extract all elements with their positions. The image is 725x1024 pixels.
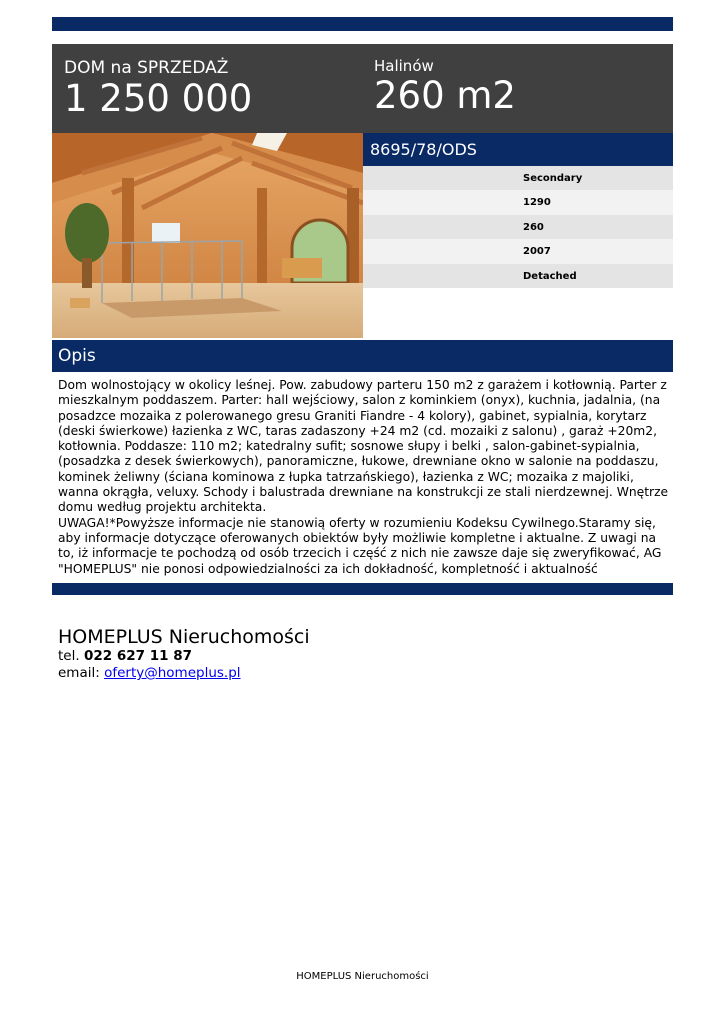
description-heading-bar [52,340,673,372]
email-link[interactable]: oferty@homeplus.pl [104,665,241,681]
description-heading: Opis [58,346,96,366]
detail-year-built: 2007 [523,246,551,258]
detail-plot-area: 1290 [523,197,551,209]
reference-bar [363,133,673,166]
disclaimer-text: UWAGA!*Powyższe informacje nie stanowią oferty w rozumieniu Kodeksu Cywilnego.Staramy się, aby informacje dotyczące oferowanych obiektów były możliwie kompletne i aktualne. Z uwagi na to, iż informacje te pochodzą od osób trzecich i część z nich nie zawsze daje się zweryfikować, AG "HOMEPLUS" nie ponosi odpowiedzialności za ich dokładność, kompletność i aktualność [58,515,662,576]
area: 260 m2 [374,74,516,117]
contact-block [58,626,310,682]
price: 1 250 000 [64,77,253,120]
top-accent-bar [52,17,673,31]
reference-number: 8695/78/ODS [370,140,477,159]
detail-floor-area: 260 [523,221,544,233]
listing-header [52,44,673,133]
footer-text: HOMEPLUS Nieruchomości [296,971,429,982]
city: Halinów [374,57,434,75]
phone-label: tel. [58,648,80,664]
detail-row [363,215,673,239]
detail-row [363,264,673,288]
bottom-accent-bar [52,583,673,595]
description-body [58,378,670,577]
detail-row [363,166,673,190]
phone-line [58,648,310,665]
detail-row [363,239,673,263]
email-label: email: [58,665,100,681]
company-name: HOMEPLUS Nieruchomości [58,626,310,648]
description-text: Dom wolnostojący w okolicy leśnej. Pow. zabudowy parteru 150 m2 z garażem i kotłownią. Parter z mieszkalnym poddaszem. Parter: hall wejściowy, salon z kominkiem (onyx), kuchnia, jadalnia, (na posadzce mozaika z polerowanego gresu Graniti Fiandre - 4 kolory), gabinet, sypialnia, korytarz (deski świerkowe) łazienka z WC, taras zadaszony +24 m2 (cd. mozaiki z salonu) , garaż +20m2, kotłownia. Poddasze: 110 m2; katedralny sufit; sosnowe słupy i belki , salon-gabinet-sypialnia, (posadzka z desek świerkowych), panoramiczne, łukowe, drewniane okno w salonie na poddaszu, kominek żeliwny (ściana kominowa z łupka tatrzańskiego), łazienka z WC; mozaika z majoliki, wanna okrągła, veluxy. Schody i balustrada drewniane na konstrukcji ze stali nierdzewnej. Wnętrze domu według projektu architekta. [58,378,669,515]
detail-market: Secondary [523,173,583,184]
phone-number: 022 627 11 87 [83,648,192,664]
offer-type: DOM na SPRZEDAŻ [64,58,229,78]
detail-row [363,190,673,214]
detail-building-type: Detached [523,270,577,282]
property-photo [52,133,363,338]
details-table [363,166,673,288]
email-line [58,665,310,682]
